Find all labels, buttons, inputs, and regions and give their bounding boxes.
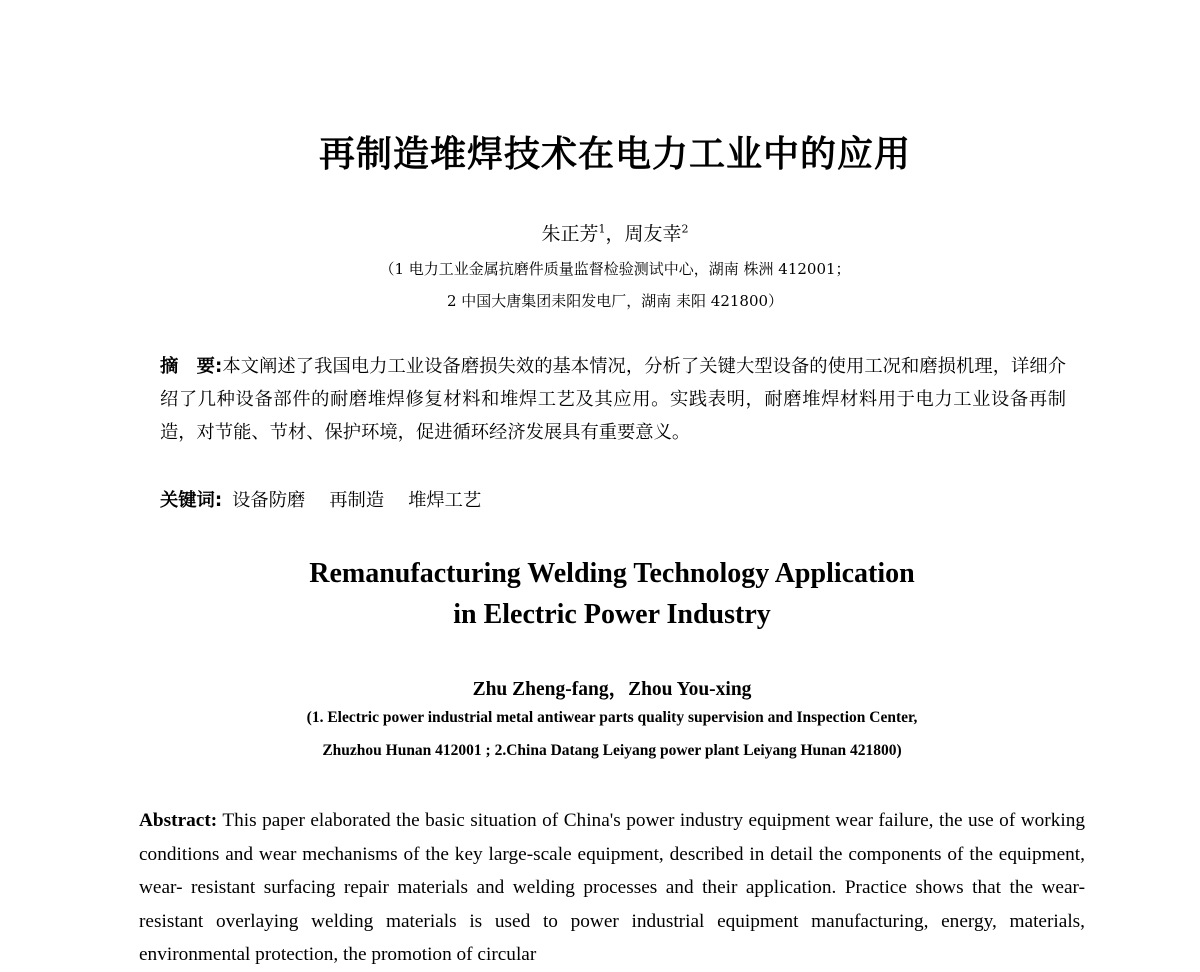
english-abstract-text: This paper elaborated the basic situation of China's power industry equipment wear failure, the use of working conditions and wear mechanisms of the key large-scale equipment, described in detail the components of the equipment, wear- resistant surfacing repair materials and welding processes and their application. Practice shows that the wear-resistant overlaying welding materials is used to power industrial equipment manufacturing, energy, materials, environmental protection, the promotion of circular [139, 810, 1085, 965]
chinese-abstract [160, 350, 1066, 449]
chinese-abstract-text: 本文阐述了我国电力工业设备磨损失效的基本情况，分析了关键大型设备的使用工况和磨损机理，详细介绍了几种设备部件的耐磨堆焊修复材料和堆焊工艺及其应用。实践表明，耐磨堆焊材料用于电力工业设备再制造，对节能、节材、保护环境，促进循环经济发展具有重要意义。 [160, 356, 1067, 443]
chinese-affiliation-line-2: 2 中国大唐集团耒阳发电厂，湖南 耒阳 421800） [446, 292, 784, 310]
english-authors: Zhu Zheng-fang，Zhou You-xing [472, 679, 752, 700]
chinese-keywords-label: 关键词: [160, 490, 223, 511]
english-title-line-2: in Electric Power Industry [453, 599, 771, 630]
chinese-abstract-label: 摘 要: [160, 356, 223, 377]
author-2-affiliation-mark: 2 [681, 222, 689, 236]
chinese-affiliation-line-1: （1 电力工业金属抗磨件质量监督检验测试中心，湖南 株洲 412001； [379, 260, 851, 278]
english-affiliation-line-2: Zhuzhou Hunan 412001 ; 2.China Datang Leiyang power plant Leiyang Hunan 421800) [322, 742, 902, 759]
author-2: 周友幸 [624, 223, 682, 245]
chinese-authors [0, 219, 1200, 246]
keyword: 堆焊工艺 [408, 490, 482, 511]
keyword: 设备防磨 [232, 490, 306, 511]
author-1: 朱正芳 [541, 223, 599, 245]
author-separator: ， [605, 223, 625, 245]
keyword: 再制造 [329, 490, 385, 511]
author-1-affiliation-mark: 1 [598, 222, 606, 236]
english-affiliation-line-1: (1. Electric power industrial metal antiwear parts quality supervision and Inspection Center, [306, 709, 918, 726]
english-abstract-label: Abstract: [139, 810, 218, 831]
chinese-keywords [160, 486, 495, 512]
chinese-title: 再制造堆焊技术在电力工业中的应用 [318, 134, 911, 175]
english-title-line-1: Remanufacturing Welding Technology Application [309, 558, 915, 589]
english-abstract [139, 804, 1085, 972]
